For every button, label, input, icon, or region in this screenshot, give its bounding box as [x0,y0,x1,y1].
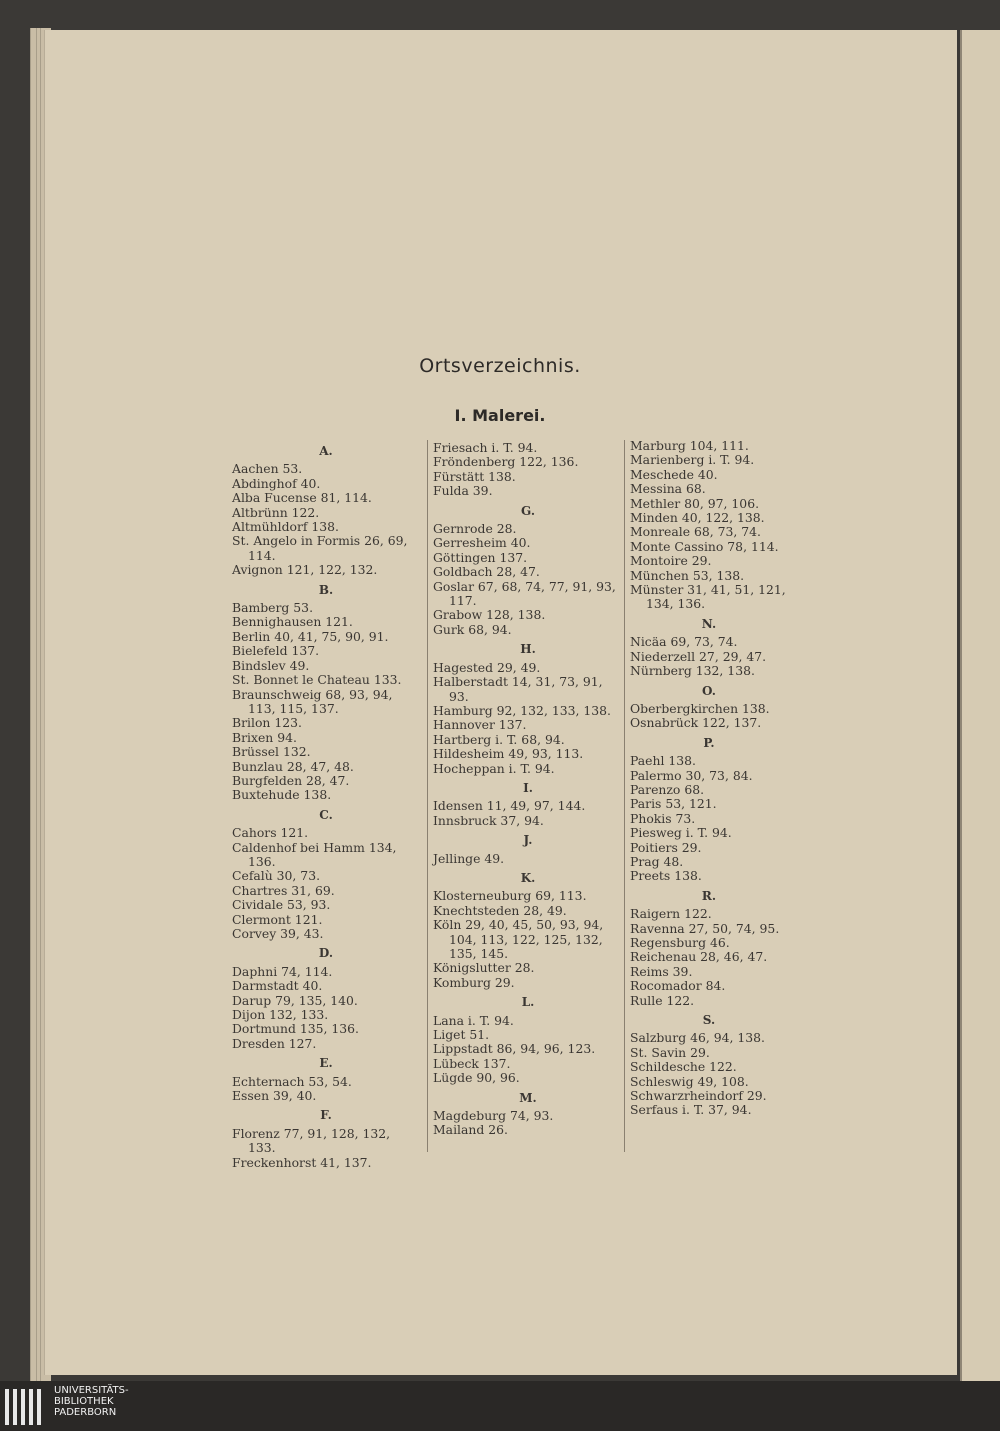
index-entry: Klosterneuburg 69, 113. [433,888,587,904]
index-entry: Messina 68. [630,481,706,497]
column-divider [624,440,625,1152]
letter-heading: R. [701,888,717,903]
letter-heading: A. [319,444,333,458]
logo-line: UNIVERSITÄTS- [54,1385,129,1396]
index-entry: Goslar 67, 68, 74, 77, 91, 93, 117. [433,578,616,609]
index-entry: Marienberg i. T. 94. [630,452,755,468]
letter-heading: I. [523,780,533,795]
index-entry: Fürstätt 138. [433,468,516,484]
index-entry: Reichenau 28, 46, 47. [630,949,768,965]
letter-heading: O. [702,683,716,698]
index-entry: Nürnberg 132, 138. [630,663,755,679]
letter-heading: P. [703,735,715,750]
index-entry: St. Angelo in Formis 26, 69, 114. [232,533,408,563]
index-column-2 [433,441,623,1138]
index-entry: Aachen 53. [232,461,303,477]
index-entry: Brixen 94. [232,729,297,745]
index-entry: Poitiers 29. [630,839,702,855]
index-entry: Mailand 26. [433,1122,508,1138]
index-entry: Methler 80, 97, 106. [630,495,760,511]
library-logo-icon [4,1387,46,1427]
letter-heading: K. [520,870,536,885]
index-entry: Lippstadt 86, 94, 96, 123. [433,1041,596,1057]
index-entry: Schwarzrheindorf 29. [630,1088,767,1104]
index-entry: München 53, 138. [630,567,745,583]
index-entry: Münster 31, 41, 51, 121, 134, 136. [630,582,786,612]
index-entry: Nicäa 69, 73, 74. [630,634,738,650]
index-entry: Preets 138. [630,868,702,884]
index-entry: Hocheppan i. T. 94. [433,760,555,776]
index-entry: Regensburg 46. [630,935,730,950]
index-entry: Darmstadt 40. [232,978,323,994]
index-entry: Ravenna 27, 50, 74, 95. [630,920,780,936]
index-entry: Hannover 137. [433,717,527,733]
index-entry: Raigern 122. [630,906,712,922]
index-entry: Altmühldorf 138. [232,519,339,535]
letter-heading: M. [519,1090,537,1105]
index-entry: Rocomador 84. [630,978,726,994]
footer-bar [0,1381,1000,1431]
index-entry: St. Savin 29. [630,1044,710,1060]
index-entry: Salzburg 46, 94, 138. [630,1030,765,1046]
index-entry: Lana i. T. 94. [433,1012,514,1028]
column-divider [427,440,428,1152]
index-entry: Hagested 29, 49. [433,659,541,675]
index-entry: Avignon 121, 122, 132. [232,562,378,578]
index-entry: Hamburg 92, 132, 133, 138. [433,702,611,718]
index-entry: Dresden 127. [232,1035,317,1051]
index-entry: Königslutter 28. [433,960,535,976]
index-entry: Freckenhorst 41, 137. [232,1154,372,1170]
index-entry: Montoire 29. [630,553,712,569]
index-entry: Bunzlau 28, 47, 48. [232,758,354,774]
index-entry: Darup 79, 135, 140. [232,992,358,1008]
index-entry: Florenz 77, 91, 128, 132, 133. [232,1125,391,1156]
index-entry: St. Bonnet le Chateau 133. [232,672,402,688]
page-title: Ortsverzeichnis. [419,355,581,377]
index-entry: Innsbruck 37, 94. [433,812,544,828]
index-entry: Burgfelden 28, 47. [232,772,350,788]
index-column-1 [232,444,420,1170]
index-entry: Hildesheim 49, 93, 113. [433,746,584,762]
index-entry: Reims 39. [630,963,693,979]
index-entry: Idensen 11, 49, 97, 144. [433,798,586,814]
letter-heading: E. [319,1056,333,1071]
index-entry: Halberstadt 14, 31, 73, 91, 93. [433,674,603,704]
index-entry: Friesach i. T. 94. [433,440,538,455]
index-entry: Meschede 40. [630,466,718,482]
index-entry: Liget 51. [433,1027,490,1043]
index-entry: Marburg 104, 111. [630,438,749,453]
index-entry: Jellinge 49. [433,850,505,866]
index-entry: Paehl 138. [630,753,696,769]
index-entry: Braunschweig 68, 93, 94, 113, 115, 137. [232,686,393,716]
index-entry: Magdeburg 74, 93. [433,1108,554,1124]
index-entry: Caldenhof bei Hamm 134, 136. [232,839,397,869]
index-entry: Brilon 123. [232,715,302,731]
letter-heading: D. [318,946,334,961]
index-entry: Göttingen 137. [433,549,528,565]
index-entry: Cahors 121. [232,825,309,841]
letter-heading: C. [319,807,333,822]
library-logo-text [54,1385,129,1418]
index-entry: Rulle 122. [630,992,695,1008]
index-entry: Monreale 68, 73, 74. [630,524,761,540]
index-entry: Clermont 121. [232,911,323,927]
letter-heading: L. [521,995,535,1010]
letter-heading: N. [701,616,717,631]
letter-heading: H. [520,642,536,657]
index-entry: Schleswig 49, 108. [630,1073,749,1089]
index-entry: Lügde 90, 96. [433,1070,520,1086]
index-entry: Gerresheim 40. [433,535,531,551]
index-entry: Köln 29, 40, 45, 50, 93, 94, 104, 113, 122, 125, 132, 135, 145. [433,917,604,961]
index-entry: Bamberg 53. [232,600,314,616]
index-entry: Grabow 128, 138. [433,607,546,623]
index-entry: Goldbach 28, 47. [433,564,540,580]
index-entry: Hartberg i. T. 68, 94. [433,731,565,747]
index-entry: Piesweg i. T. 94. [630,825,732,841]
index-entry: Bielefeld 137. [232,643,320,659]
logo-line: PADERBORN [54,1407,117,1418]
index-entry: Oberbergkirchen 138. [630,700,770,716]
index-entry: Fröndenberg 122, 136. [433,454,579,470]
index-entry: Chartres 31, 69. [232,882,335,898]
index-entry: Paris 53, 121. [630,796,717,812]
index-entry: Corvey 39, 43. [232,926,324,941]
index-entry: Cividale 53, 93. [232,897,331,913]
letter-heading: S. [702,1013,716,1028]
index-entry: Knechtsteden 28, 49. [433,902,567,918]
index-entry: Phokis 73. [630,810,696,826]
index-entry: Alba Fucense 81, 114. [232,490,372,506]
section-title: I. Malerei. [454,406,546,425]
letter-heading: J. [523,833,533,848]
logo-line: BIBLIOTHEK [54,1396,114,1407]
index-entry: Brüssel 132. [232,744,311,760]
index-entry: Bennighausen 121. [232,614,353,630]
index-entry: Lübeck 137. [433,1055,511,1071]
letter-heading: F. [320,1108,332,1123]
index-entry: Dortmund 135, 136. [232,1021,359,1037]
index-entry: Schildesche 122. [630,1059,737,1075]
index-entry: Serfaus i. T. 37, 94. [630,1102,752,1118]
index-entry: Palermo 30, 73, 84. [630,767,753,783]
index-entry: Buxtehude 138. [232,787,332,803]
index-entry: Monte Cassino 78, 114. [630,538,779,554]
index-entry: Fulda 39. [433,483,493,499]
index-entry: Cefalù 30, 73. [232,868,321,884]
index-entry: Essen 39, 40. [232,1088,317,1104]
letter-heading: B. [318,582,334,597]
index-entry: Dijon 132, 133. [232,1007,329,1023]
index-entry: Niederzell 27, 29, 47. [630,648,767,664]
index-entry: Gernrode 28. [433,521,517,537]
index-entry: Osnabrück 122, 137. [630,715,762,731]
index-entry: Komburg 29. [433,974,515,990]
index-entry: Altbrünn 122. [232,504,320,520]
index-entry: Prag 48. [630,853,684,869]
index-entry: Bindslev 49. [232,657,310,673]
letter-heading: G. [521,503,535,518]
index-entry: Daphni 74, 114. [232,963,333,979]
index-entry: Parenzo 68. [630,781,705,797]
index-entry: Minden 40, 122, 138. [630,510,765,526]
facing-page-edge [960,30,1000,1381]
index-entry: Gurk 68, 94. [433,621,512,637]
index-column-3 [630,439,788,1118]
index-entry: Berlin 40, 41, 75, 90, 91. [232,628,389,644]
index-entry: Abdinghof 40. [232,475,321,491]
index-entry: Echternach 53, 54. [232,1073,352,1089]
